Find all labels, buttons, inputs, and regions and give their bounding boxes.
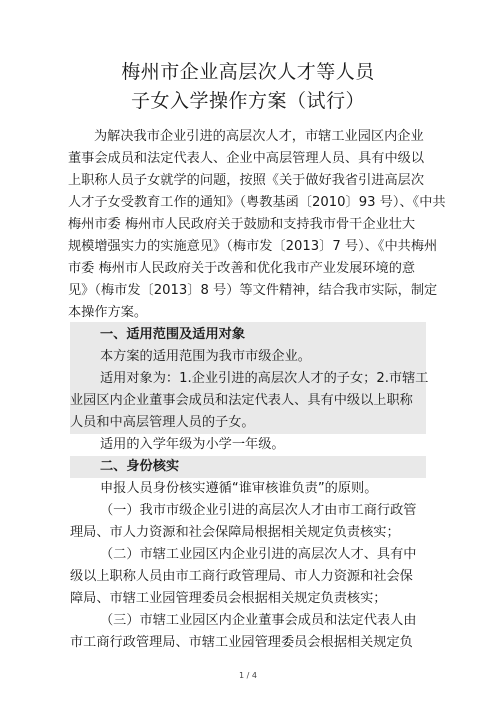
page-number: 1 / 4 bbox=[239, 671, 257, 680]
document-title-line2: 子女入学操作方案（试行） bbox=[130, 90, 365, 112]
document-page: 梅州市企业高层次人才等人员 子女入学操作方案（试行） 为解决我市企业引进的高层次人才，市辖工业园区内企业 董事会成员和法定代表人、企业中高层管理人员、具有中级以 上职称人员子女就学的问题，按照《关于做好我省引进高层次 人才子女受教育工作的通知》（粤教基函〔2010〕93 号）、《中共 梅州市委 梅州市人民政府关于鼓励和支持我市骨干企业壮大 规模增强实力的实施意见》（梅市发〔2013〕7 号）、《中共梅州 市委 梅州市人民政府关于改善和优化我市产业发展环境的意 见》（梅市发〔2013〕8 号）等文件精神，结合我市实际，制定 本操作方案。 一、适用范围及适用对象 本方案的适用范围为我市市级企业。 适用对象为：1.企业引进的高层次人才的子女；2.市辖工 业园区内企业董事会成员和法定代表人、具有中级以上职称 人员和中高层管理人员的子女。 适用的入学年级为小学一年级。 二、身份核实 申报人员身份核实遵循“谁审核谁负责”的原则。 （一）我市市级企业引进的高层次人才由市工商行政管 理局、市人力资源和社会保障局根据相关规定负责核实； （二）市辖工业园区内企业引进的高层次人才、具有中 级以上职称人员由市工商行政管理局、市人力资源和社会保 障局、市辖工业园管理委员会根据相关规定负责核实； （三）市辖工业园区内企业董事会成员和法定代表人由 市工商行政管理局、市辖工业园管理委员会根据相关规定负 1 / 4 bbox=[0, 0, 496, 702]
document-title-line1: 梅州市企业高层次人才等人员 bbox=[121, 61, 375, 83]
